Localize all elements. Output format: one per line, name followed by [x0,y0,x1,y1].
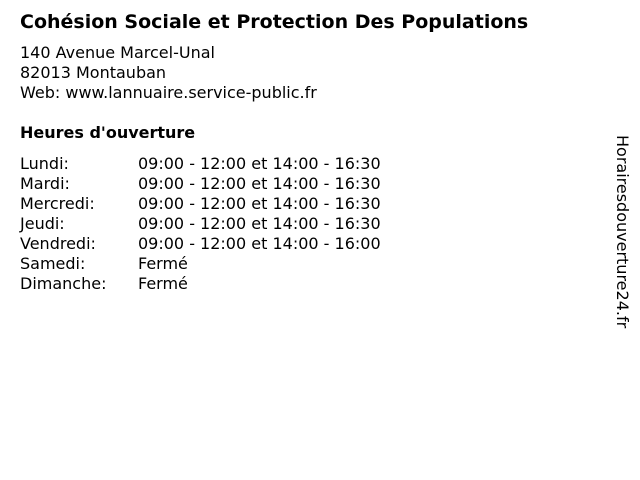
hours-row-tuesday [20,174,381,194]
hours-heading: Heures d'ouverture [20,123,196,142]
day-label: Dimanche: [20,274,107,293]
page-title: Cohésion Sociale et Protection Des Populations [20,11,529,33]
hours-row-wednesday [20,194,381,214]
address-street: 140 Avenue Marcel-Unal [20,43,215,62]
address-block [20,43,317,103]
day-label: Vendredi: [20,234,96,253]
hours-row-friday [20,234,381,254]
website-text: Web: www.lannuaire.service-public.fr [20,83,317,102]
time-value: 09:00 - 12:00 et 14:00 - 16:30 [138,174,381,193]
hours-row-monday [20,154,381,174]
day-label: Lundi: [20,154,69,173]
opening-hours-table [20,154,381,294]
time-value: Fermé [138,254,188,273]
time-value: 09:00 - 12:00 et 14:00 - 16:00 [138,234,381,253]
day-label: Samedi: [20,254,86,273]
side-brand-watermark: Horairesdouverture24.fr [613,135,632,329]
day-label: Mercredi: [20,194,95,213]
time-value: 09:00 - 12:00 et 14:00 - 16:30 [138,194,381,213]
hours-row-sunday [20,274,381,294]
day-label: Mardi: [20,174,70,193]
time-value: 09:00 - 12:00 et 14:00 - 16:30 [138,154,381,173]
day-label: Jeudi: [20,214,65,233]
time-value: 09:00 - 12:00 et 14:00 - 16:30 [138,214,381,233]
hours-row-thursday [20,214,381,234]
time-value: Fermé [138,274,188,293]
address-city: 82013 Montauban [20,63,167,82]
hours-row-saturday [20,254,381,274]
